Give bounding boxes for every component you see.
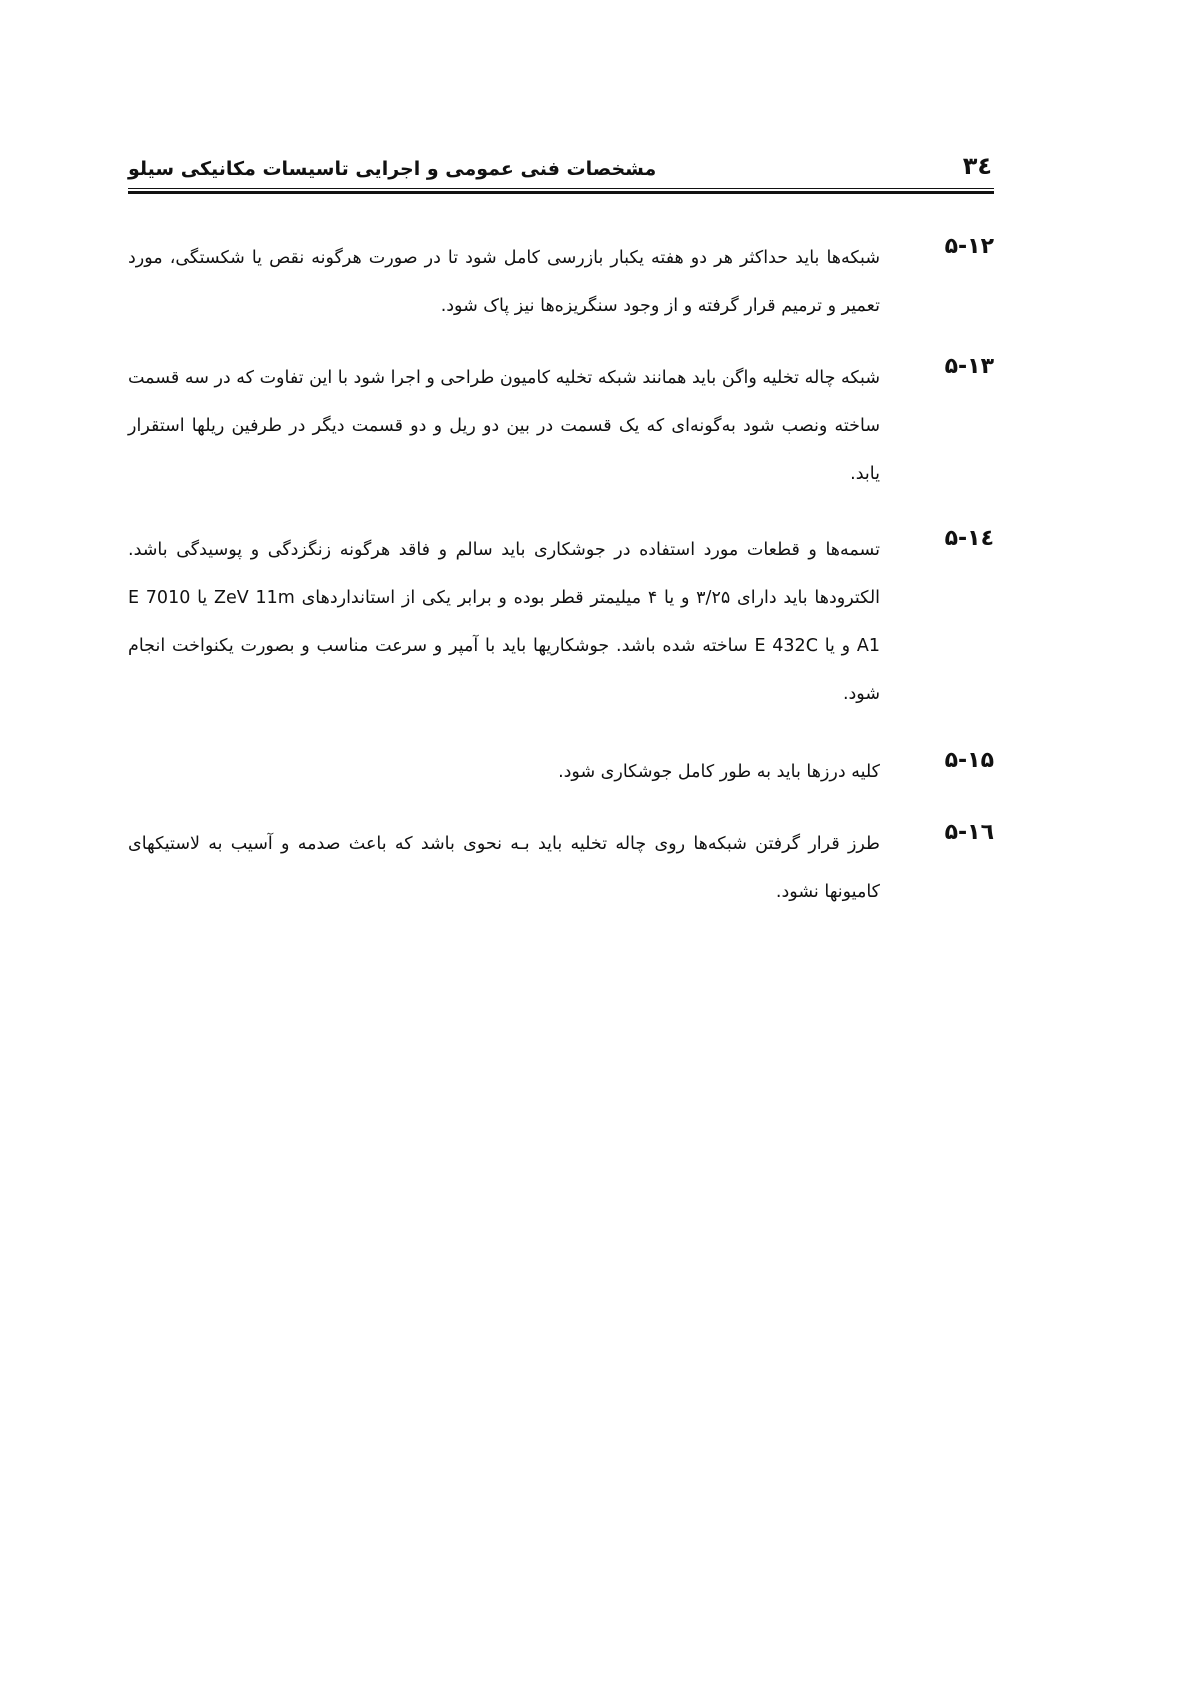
section-5-15 [128, 748, 994, 798]
section-number: ۵-۱٦ [944, 820, 994, 845]
section-text: کلیه درزها باید به طور کامل جوشکاری شود. [558, 762, 880, 782]
page-number: ۳٤ [962, 152, 992, 180]
running-title: مشخصات فنی عمومی و اجرایی تاسیسات مکانیکی سیلو [128, 158, 657, 180]
section-text: شبکه چاله تخلیه واگن باید همانند شبکه تخلیه کامیون طراحی و اجرا شود با این تفاوت که در سه قسمت ساخته ونصب شود به‌گونه‌ای که یک قسمت در بین دو ریل و دو قسمت دیگر در طرفین ریلها استقرار یابد. [128, 368, 880, 484]
section-5-13 [128, 354, 994, 504]
section-text: طرز قرار گرفتن شبکه‌ها روی چاله تخلیه باید بـه نحوی باشد که باعث صدمه و آسیب به لاستیکهای کامیونها نشود. [128, 834, 880, 902]
header-rule [128, 188, 994, 189]
section-5-14 [128, 526, 994, 726]
page-header [128, 150, 994, 194]
section-5-12 [128, 234, 994, 334]
section-number: ۵-۱۳ [944, 354, 994, 379]
header-rule-thick [128, 191, 994, 194]
section-number: ۵-۱٤ [944, 526, 994, 551]
section-number: ۵-۱۲ [944, 234, 994, 259]
section-number: ۵-۱۵ [944, 748, 994, 773]
section-text: شبکه‌ها باید حداکثر هر دو هفته یکبار بازرسی کامل شود تا در صورت هرگونه نقص یا شکستگی، مورد تعمیر و ترمیم قرار گرفته و از وجود سنگریزه‌ها نیز پاک شود. [128, 248, 880, 316]
section-5-16 [128, 820, 994, 920]
section-text: تسمه‌ها و قطعات مورد استفاده در جوشکاری باید سالم و فاقد هرگونه زنگزدگی و پوسیدگی باشد. الکترودها باید دارای ۳/۲۵ و یا ۴ میلیمتر قطر بوده و برابر یکی از استانداردهای ZeV 11m یا E 7010 A1 و یا E 432C ساخته شده باشد. جوشکاریها باید با آمپر و سرعت مناسب و بصورت یکنواخت انجام شود. [128, 540, 881, 704]
